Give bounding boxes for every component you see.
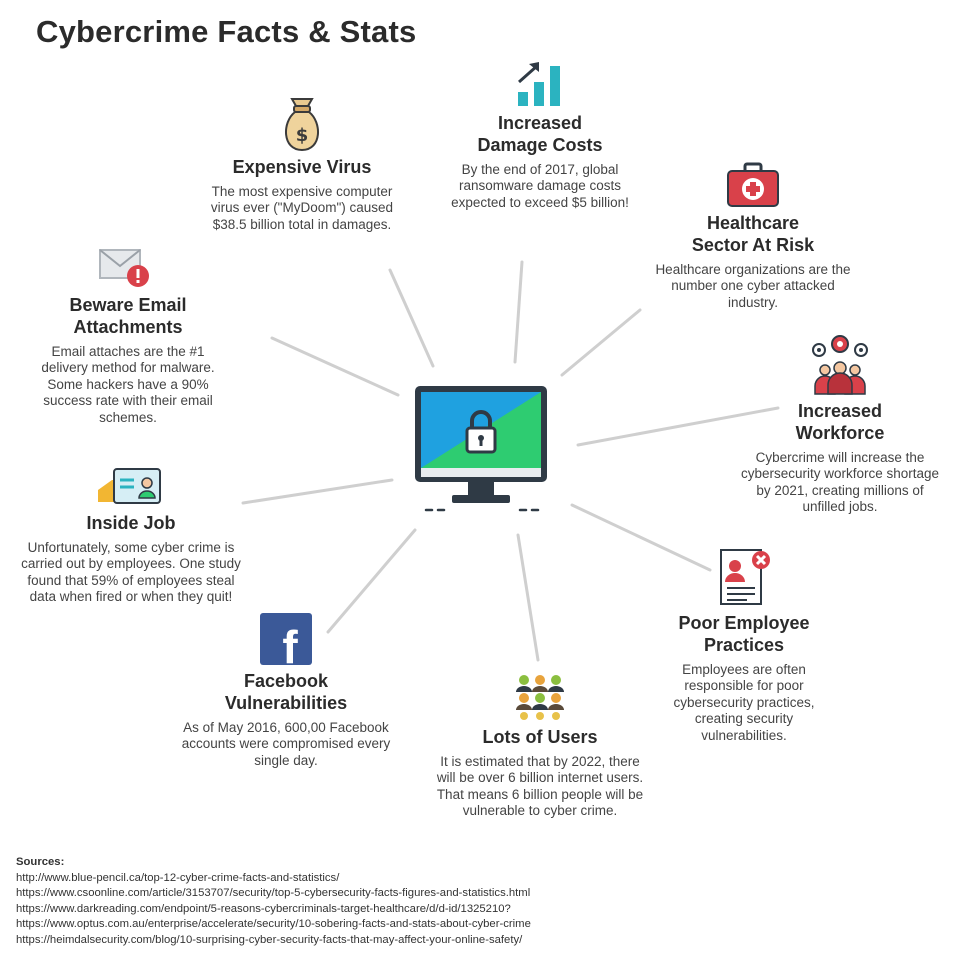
source-link[interactable]: https://heimdalsecurity.com/blog/10-surprising-cyber-security-facts-that-may-affect-your-online-safety/	[16, 933, 523, 946]
users-group-icon	[510, 672, 570, 722]
fact-title: Inside Job	[86, 513, 176, 533]
connector-line	[518, 535, 538, 660]
connector-line	[390, 270, 433, 366]
facebook-icon	[259, 612, 313, 666]
fact-healthcare-sector	[655, 162, 851, 311]
svg-text:$: $	[295, 125, 309, 146]
fact-poor-employee-practices	[656, 546, 832, 744]
first-aid-kit-icon	[726, 162, 780, 208]
fact-text: Healthcare organizations are the number one cyber attacked industry.	[655, 262, 851, 310]
fact-title: Lots of Users	[482, 727, 598, 747]
connector-line	[562, 310, 640, 375]
connector-line	[272, 338, 398, 395]
rising-chart-icon	[515, 60, 565, 108]
fact-title	[656, 612, 832, 656]
fact-title-line: Practices	[703, 635, 785, 655]
id-card-icon	[96, 466, 164, 508]
sources-label: Sources:	[16, 856, 65, 868]
fact-title	[655, 212, 851, 256]
monitor-padlock-icon	[412, 383, 552, 515]
source-link[interactable]: https://www.csoonline.com/article/3153707/security/top-5-cybersecurity-facts-figures-and-statistics.html	[16, 887, 531, 900]
fact-text: Unfortunately, some cyber crime is carried out by employees. One study found that 59% of employees steal data when fired or when they quit!	[21, 540, 241, 605]
fact-expensive-virus	[202, 96, 402, 233]
fact-title-line: Attachments	[73, 317, 183, 337]
source-link[interactable]: https://www.darkreading.com/endpoint/5-reasons-cybercriminals-target-healthcare/d/d-id/1325210?	[16, 902, 511, 915]
fact-text: As of May 2016, 600,00 Facebook accounts were compromised every single day.	[181, 720, 391, 768]
fact-title-line: Poor Employee	[678, 613, 810, 633]
fact-inside-job	[14, 466, 248, 606]
source-link[interactable]: http://www.blue-pencil.ca/top-12-cyber-crime-facts-and-statistics/	[16, 871, 340, 884]
fact-title-line: Sector At Risk	[691, 235, 815, 255]
fact-title: Expensive Virus	[232, 157, 372, 177]
fact-title-line: Increased	[797, 401, 883, 421]
fact-text: Email attaches are the #1 delivery method for malware. Some hackers have a 90% success rate with their email schemes.	[41, 344, 215, 425]
svg-text:f: f	[282, 621, 298, 666]
fact-text: By the end of 2017, global ransomware damage costs expected to exceed $5 billion!	[451, 162, 629, 210]
fact-facebook-vulnerabilities	[172, 612, 400, 769]
fact-text: The most expensive computer virus ever ("MyDoom") caused $38.5 billion total in damages.	[210, 184, 394, 232]
fact-text: It is estimated that by 2022, there will be over 6 billion internet users. That means 6 billion people will be vulnerable to cyber crime.	[436, 754, 644, 819]
fact-title-line: Beware Email	[69, 295, 187, 315]
fact-title-line: Vulnerabilities	[224, 693, 348, 713]
fact-title-line: Workforce	[795, 423, 885, 443]
money-bag-icon	[280, 96, 324, 152]
fact-increased-damage-costs	[430, 60, 650, 211]
fact-title	[28, 294, 228, 338]
fact-title	[734, 400, 946, 444]
fact-title-line: Increased	[497, 113, 583, 133]
fact-title-line: Facebook	[243, 671, 329, 691]
page-title: Cybercrime Facts & Stats	[36, 14, 417, 49]
sources-list	[16, 855, 531, 949]
connector-line	[243, 480, 392, 503]
connector-line	[515, 262, 522, 362]
fact-title	[430, 112, 650, 156]
fact-increased-workforce	[734, 332, 946, 516]
fact-beware-email-attachments	[28, 246, 228, 426]
workforce-gears-icon	[809, 332, 871, 396]
email-warning-icon	[98, 246, 152, 290]
fact-text: Cybercrime will increase the cybersecurity workforce shortage by 2021, creating millions of unfilled jobs.	[740, 450, 940, 515]
fact-title-line: Damage Costs	[477, 135, 603, 155]
fact-title-line: Healthcare	[706, 213, 800, 233]
employee-document-icon	[717, 546, 771, 608]
fact-title	[172, 670, 400, 714]
fact-text: Employees are often responsible for poor cybersecurity practices, creating security vulnerabilities.	[673, 662, 815, 743]
fact-lots-of-users	[434, 672, 646, 820]
source-link[interactable]: https://www.optus.com.au/enterprise/accelerate/security/10-sobering-facts-and-stats-about-cyber-crime	[16, 918, 531, 931]
